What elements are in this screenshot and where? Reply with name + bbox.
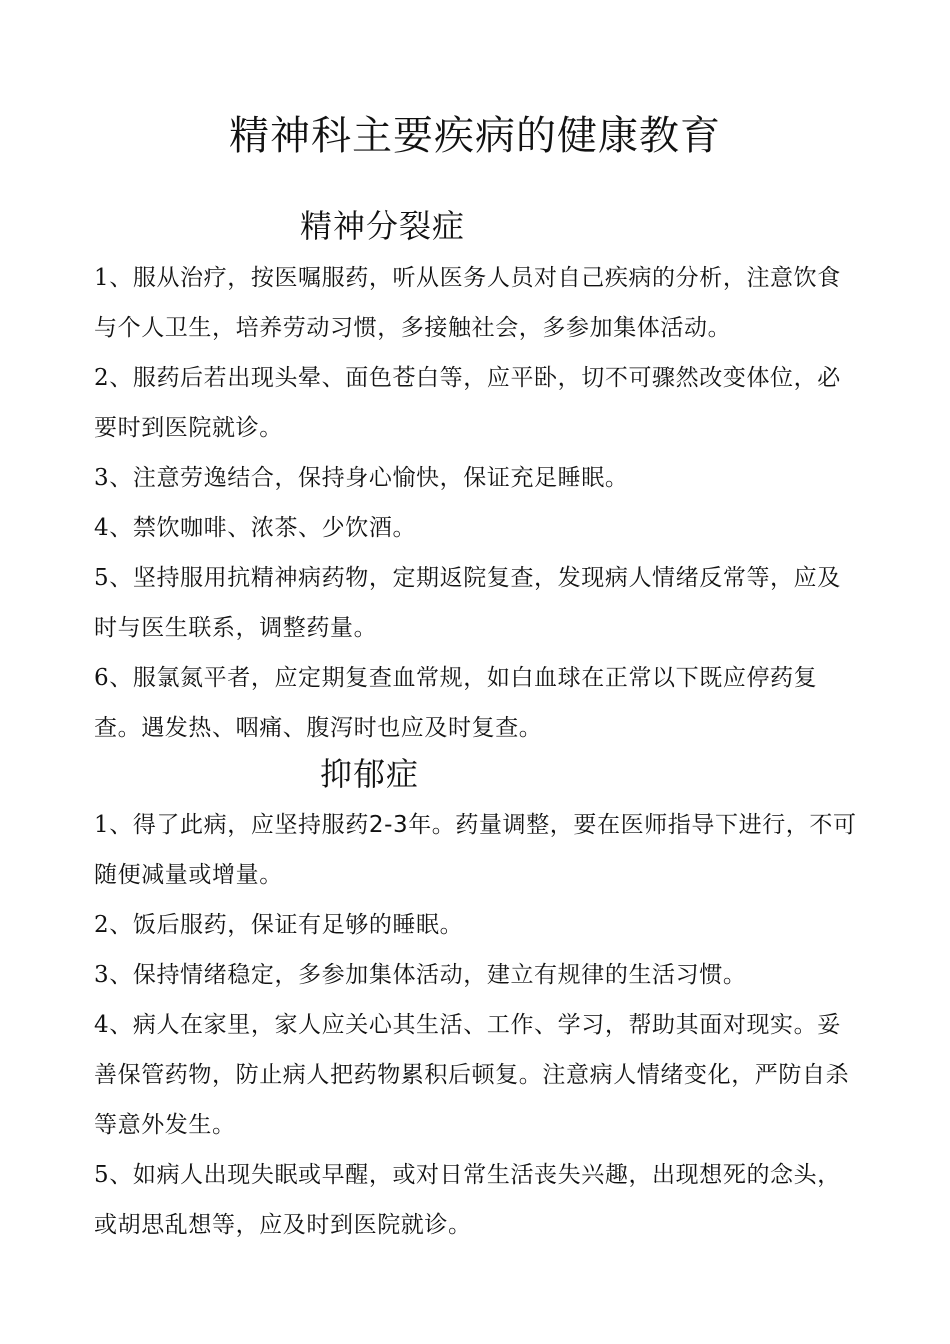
item-number: 6、 [94, 665, 133, 691]
list-item [94, 453, 864, 503]
item-number: 1、 [94, 812, 133, 838]
section-heading-schizophrenia: 精神分裂症 [300, 207, 466, 245]
list-item [94, 950, 864, 1000]
item-text: 注意劳逸结合，保持身心愉快，保证充足睡眠。 [132, 465, 629, 491]
item-text: 保持情绪稳定，多参加集体活动，建立有规律的生活习惯。 [132, 962, 747, 988]
item-text: 得了此病，应坚持服药2-3年。药量调整，要在医师指导下进行，不可随便减量或增量。 [94, 812, 857, 888]
list-item [94, 353, 864, 453]
item-number: 4、 [94, 1012, 133, 1038]
item-number: 3、 [94, 465, 133, 491]
item-text: 禁饮咖啡、浓茶、少饮酒。 [132, 515, 417, 541]
item-number: 5、 [94, 1162, 133, 1188]
item-text: 如病人出现失眠或早醒，或对日常生活丧失兴趣，出现想死的念头，或胡思乱想等，应及时到医院就诊。 [94, 1162, 841, 1238]
item-number: 4、 [94, 515, 133, 541]
item-text: 病人在家里，家人应关心其生活、工作、学习，帮助其面对现实。妥善保管药物，防止病人把药物累积后顿复。注意病人情绪变化，严防自杀等意外发生。 [94, 1012, 850, 1138]
list-item [94, 1000, 864, 1150]
section-depression-items [94, 800, 864, 1250]
list-item [94, 800, 864, 900]
list-item [94, 253, 864, 353]
list-item [94, 1150, 864, 1250]
section-schizophrenia-items [94, 253, 864, 753]
item-number: 5、 [94, 565, 133, 591]
item-text: 服氯氮平者，应定期复查血常规，如白血球在正常以下既应停药复查。遇发热、咽痛、腹泻时也应及时复查。 [94, 665, 818, 741]
item-text: 服药后若出现头晕、面色苍白等，应平卧，切不可骤然改变体位，必要时到医院就诊。 [94, 365, 841, 441]
item-text: 饭后服药，保证有足够的睡眠。 [132, 912, 464, 938]
section-heading-depression: 抑郁症 [320, 755, 420, 793]
list-item [94, 553, 864, 653]
list-item [94, 653, 864, 753]
item-number: 2、 [94, 365, 133, 391]
item-text: 服从治疗，按医嘱服药，听从医务人员对自己疾病的分析，注意饮食与个人卫生，培养劳动习惯，多接触社会，多参加集体活动。 [94, 265, 841, 341]
list-item [94, 900, 864, 950]
list-item [94, 503, 864, 553]
document-title: 精神科主要疾病的健康教育 [229, 113, 721, 159]
item-text: 坚持服用抗精神病药物，定期返院复查，发现病人情绪反常等，应及时与医生联系，调整药量。 [94, 565, 841, 641]
item-number: 3、 [94, 962, 133, 988]
item-number: 1、 [94, 265, 133, 291]
item-number: 2、 [94, 912, 133, 938]
